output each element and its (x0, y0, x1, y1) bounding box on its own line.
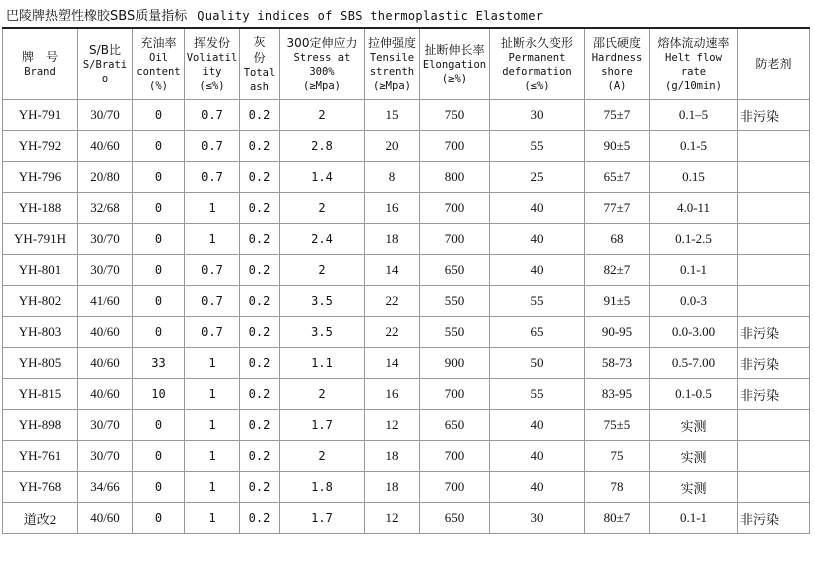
cell-sb: 40/60 (78, 317, 133, 348)
cell-oil: 0 (133, 100, 185, 131)
cell-sb: 30/70 (78, 410, 133, 441)
cell-anti: 非污染 (738, 317, 810, 348)
cell-anti (738, 255, 810, 286)
cell-hard: 90-95 (585, 317, 650, 348)
cell-melt: 0.0-3.00 (650, 317, 738, 348)
column-header-en: Helt flow rate (g/10min) (665, 52, 722, 92)
cell-sb: 30/70 (78, 224, 133, 255)
column-header-sb-ratio (78, 28, 133, 100)
cell-tensile: 12 (365, 410, 420, 441)
cell-vol: 1 (185, 503, 240, 534)
cell-oil: 0 (133, 131, 185, 162)
cell-ash: 0.2 (240, 162, 280, 193)
column-header-hardness (585, 28, 650, 100)
cell-sb: 30/70 (78, 441, 133, 472)
column-header-zh: 300定伸应力 (286, 36, 358, 50)
cell-melt: 0.1-0.5 (650, 379, 738, 410)
cell-melt: 实测 (650, 410, 738, 441)
cell-hard: 77±7 (585, 193, 650, 224)
cell-sb: 41/60 (78, 286, 133, 317)
cell-brand: YH-803 (3, 317, 78, 348)
cell-oil: 33 (133, 348, 185, 379)
cell-hard: 83-95 (585, 379, 650, 410)
cell-tensile: 22 (365, 317, 420, 348)
cell-elong: 700 (420, 441, 490, 472)
cell-hard: 58-73 (585, 348, 650, 379)
cell-elong: 700 (420, 193, 490, 224)
table-row (3, 131, 810, 162)
cell-anti (738, 193, 810, 224)
column-header-elongation (420, 28, 490, 100)
cell-stress: 2 (280, 193, 365, 224)
column-header-zh: S/B比 (89, 43, 121, 57)
cell-melt: 0.1-2.5 (650, 224, 738, 255)
cell-oil: 0 (133, 193, 185, 224)
cell-melt: 0.15 (650, 162, 738, 193)
cell-hard: 78 (585, 472, 650, 503)
column-header-total-ash (240, 28, 280, 100)
cell-perm: 40 (490, 255, 585, 286)
cell-elong: 900 (420, 348, 490, 379)
header-row (3, 28, 810, 100)
cell-elong: 700 (420, 131, 490, 162)
cell-vol: 0.7 (185, 317, 240, 348)
cell-ash: 0.2 (240, 503, 280, 534)
cell-tensile: 16 (365, 193, 420, 224)
cell-tensile: 18 (365, 224, 420, 255)
cell-oil: 0 (133, 224, 185, 255)
cell-stress: 1.4 (280, 162, 365, 193)
cell-melt: 0.1–5 (650, 100, 738, 131)
cell-elong: 700 (420, 379, 490, 410)
cell-perm: 55 (490, 379, 585, 410)
cell-vol: 1 (185, 348, 240, 379)
cell-anti: 非污染 (738, 348, 810, 379)
cell-tensile: 15 (365, 100, 420, 131)
column-header-stress-300 (280, 28, 365, 100)
cell-anti (738, 224, 810, 255)
cell-ash: 0.2 (240, 472, 280, 503)
cell-vol: 0.7 (185, 255, 240, 286)
column-header-en: Total ash (243, 67, 276, 93)
table-row (3, 193, 810, 224)
cell-vol: 0.7 (185, 100, 240, 131)
cell-melt: 0.1-5 (650, 131, 738, 162)
cell-tensile: 20 (365, 131, 420, 162)
cell-brand: YH-768 (3, 472, 78, 503)
column-header-en: Stress at 300% (≥Mpa) (293, 52, 351, 92)
cell-melt: 实测 (650, 472, 738, 503)
title-zh: 巴陵牌热塑性橡胶SBS质量指标 (6, 9, 188, 24)
cell-oil: 0 (133, 162, 185, 193)
cell-elong: 700 (420, 472, 490, 503)
cell-perm: 30 (490, 100, 585, 131)
cell-brand: YH-792 (3, 131, 78, 162)
cell-melt: 0.0-3 (650, 286, 738, 317)
cell-hard: 68 (585, 224, 650, 255)
column-header-zh: 灰 份 (253, 35, 266, 65)
cell-perm: 55 (490, 131, 585, 162)
cell-hard: 80±7 (585, 503, 650, 534)
column-header-permanent-deformation (490, 28, 585, 100)
cell-elong: 800 (420, 162, 490, 193)
cell-ash: 0.2 (240, 255, 280, 286)
cell-brand: YH-802 (3, 286, 78, 317)
cell-anti (738, 131, 810, 162)
cell-vol: 1 (185, 193, 240, 224)
table-row (3, 224, 810, 255)
cell-perm: 40 (490, 472, 585, 503)
cell-ash: 0.2 (240, 379, 280, 410)
column-header-zh: 拉伸强度 (367, 36, 416, 50)
cell-sb: 30/70 (78, 255, 133, 286)
title-en: Quality indices of SBS thermoplastic Elastomer (197, 9, 544, 23)
cell-ash: 0.2 (240, 348, 280, 379)
cell-anti: 非污染 (738, 379, 810, 410)
table-row (3, 286, 810, 317)
cell-elong: 550 (420, 317, 490, 348)
cell-anti: 非污染 (738, 503, 810, 534)
quality-table (2, 27, 810, 534)
page-title (6, 6, 543, 26)
cell-stress: 1.7 (280, 503, 365, 534)
column-header-tensile-strength (365, 28, 420, 100)
cell-hard: 65±7 (585, 162, 650, 193)
cell-hard: 75±7 (585, 100, 650, 131)
cell-anti (738, 441, 810, 472)
cell-tensile: 22 (365, 286, 420, 317)
table-row (3, 441, 810, 472)
cell-hard: 75 (585, 441, 650, 472)
cell-ash: 0.2 (240, 410, 280, 441)
column-header-en: Brand (24, 66, 56, 78)
column-header-brand (3, 28, 78, 100)
column-header-en: Elongation (≥%) (422, 59, 487, 85)
table-row (3, 348, 810, 379)
cell-tensile: 8 (365, 162, 420, 193)
cell-sb: 40/60 (78, 131, 133, 162)
cell-hard: 90±5 (585, 131, 650, 162)
cell-oil: 10 (133, 379, 185, 410)
column-header-melt-flow-rate (650, 28, 738, 100)
cell-stress: 2 (280, 100, 365, 131)
cell-tensile: 18 (365, 472, 420, 503)
cell-ash: 0.2 (240, 131, 280, 162)
cell-melt: 0.1-1 (650, 255, 738, 286)
cell-brand: YH-761 (3, 441, 78, 472)
cell-ash: 0.2 (240, 224, 280, 255)
cell-stress: 1.7 (280, 410, 365, 441)
cell-sb: 40/60 (78, 503, 133, 534)
column-header-zh: 邵氏硬度 (592, 36, 641, 50)
cell-stress: 1.1 (280, 348, 365, 379)
table-row (3, 317, 810, 348)
column-header-oil-content (133, 28, 185, 100)
table-row (3, 410, 810, 441)
cell-stress: 2.8 (280, 131, 365, 162)
cell-stress: 2 (280, 255, 365, 286)
cell-tensile: 12 (365, 503, 420, 534)
cell-sb: 30/70 (78, 100, 133, 131)
column-header-en: Permanent deformation (≤%) (502, 52, 572, 92)
cell-perm: 25 (490, 162, 585, 193)
cell-anti (738, 162, 810, 193)
cell-sb: 20/80 (78, 162, 133, 193)
cell-brand: YH-898 (3, 410, 78, 441)
column-header-en: Hardness shore (A) (591, 52, 643, 92)
cell-hard: 91±5 (585, 286, 650, 317)
column-header-zh: 牌 号 (21, 50, 58, 64)
cell-stress: 2.4 (280, 224, 365, 255)
cell-melt: 0.5-7.00 (650, 348, 738, 379)
cell-oil: 0 (133, 472, 185, 503)
cell-anti: 非污染 (738, 100, 810, 131)
cell-stress: 1.8 (280, 472, 365, 503)
cell-anti (738, 286, 810, 317)
cell-tensile: 16 (365, 379, 420, 410)
column-header-en: Tensile strenth (≥Mpa) (369, 52, 415, 92)
table-row (3, 472, 810, 503)
column-header-zh: 充油率 (140, 36, 177, 50)
cell-brand: YH-815 (3, 379, 78, 410)
cell-vol: 1 (185, 441, 240, 472)
table-row (3, 162, 810, 193)
column-header-antioxidant (738, 28, 810, 100)
cell-oil: 0 (133, 286, 185, 317)
table-row (3, 100, 810, 131)
column-header-zh: 防老剂 (755, 57, 792, 71)
cell-anti (738, 410, 810, 441)
cell-brand: YH-188 (3, 193, 78, 224)
cell-vol: 1 (185, 379, 240, 410)
column-header-zh: 扯断伸长率 (424, 43, 485, 57)
cell-oil: 0 (133, 410, 185, 441)
cell-sb: 32/68 (78, 193, 133, 224)
cell-brand: YH-796 (3, 162, 78, 193)
table-row (3, 379, 810, 410)
cell-sb: 34/66 (78, 472, 133, 503)
cell-vol: 1 (185, 472, 240, 503)
cell-ash: 0.2 (240, 100, 280, 131)
column-header-zh: 熔体流动速率 (657, 36, 730, 50)
cell-elong: 650 (420, 503, 490, 534)
cell-elong: 550 (420, 286, 490, 317)
cell-perm: 40 (490, 224, 585, 255)
cell-tensile: 14 (365, 255, 420, 286)
table-body (3, 100, 810, 534)
column-header-en: Voliatil ity (≤%) (186, 52, 238, 92)
cell-sb: 40/60 (78, 379, 133, 410)
cell-perm: 55 (490, 286, 585, 317)
cell-brand: YH-791 (3, 100, 78, 131)
column-header-zh: 挥发份 (193, 36, 230, 50)
cell-melt: 实测 (650, 441, 738, 472)
cell-oil: 0 (133, 255, 185, 286)
cell-ash: 0.2 (240, 286, 280, 317)
cell-oil: 0 (133, 503, 185, 534)
cell-perm: 65 (490, 317, 585, 348)
cell-brand: YH-801 (3, 255, 78, 286)
cell-elong: 700 (420, 224, 490, 255)
cell-brand: 道改2 (3, 503, 78, 534)
cell-stress: 2 (280, 379, 365, 410)
cell-ash: 0.2 (240, 193, 280, 224)
cell-vol: 0.7 (185, 131, 240, 162)
cell-stress: 2 (280, 441, 365, 472)
cell-stress: 3.5 (280, 286, 365, 317)
cell-tensile: 14 (365, 348, 420, 379)
cell-melt: 4.0-11 (650, 193, 738, 224)
cell-perm: 30 (490, 503, 585, 534)
cell-elong: 650 (420, 255, 490, 286)
cell-perm: 40 (490, 441, 585, 472)
cell-ash: 0.2 (240, 441, 280, 472)
cell-vol: 0.7 (185, 162, 240, 193)
cell-stress: 3.5 (280, 317, 365, 348)
column-header-en: Oil content (%) (136, 52, 181, 92)
column-header-zh: 扯断永久变形 (500, 36, 573, 50)
cell-brand: YH-805 (3, 348, 78, 379)
column-header-volatility (185, 28, 240, 100)
table-row (3, 503, 810, 534)
cell-vol: 1 (185, 224, 240, 255)
column-header-en: S/Brati o (82, 59, 128, 85)
table-row (3, 255, 810, 286)
cell-perm: 40 (490, 410, 585, 441)
cell-melt: 0.1-1 (650, 503, 738, 534)
cell-ash: 0.2 (240, 317, 280, 348)
cell-hard: 75±5 (585, 410, 650, 441)
cell-oil: 0 (133, 441, 185, 472)
cell-anti (738, 472, 810, 503)
cell-perm: 40 (490, 193, 585, 224)
cell-perm: 50 (490, 348, 585, 379)
cell-elong: 750 (420, 100, 490, 131)
cell-oil: 0 (133, 317, 185, 348)
cell-elong: 650 (420, 410, 490, 441)
cell-hard: 82±7 (585, 255, 650, 286)
cell-brand: YH-791H (3, 224, 78, 255)
cell-tensile: 18 (365, 441, 420, 472)
cell-sb: 40/60 (78, 348, 133, 379)
cell-vol: 0.7 (185, 286, 240, 317)
cell-vol: 1 (185, 410, 240, 441)
